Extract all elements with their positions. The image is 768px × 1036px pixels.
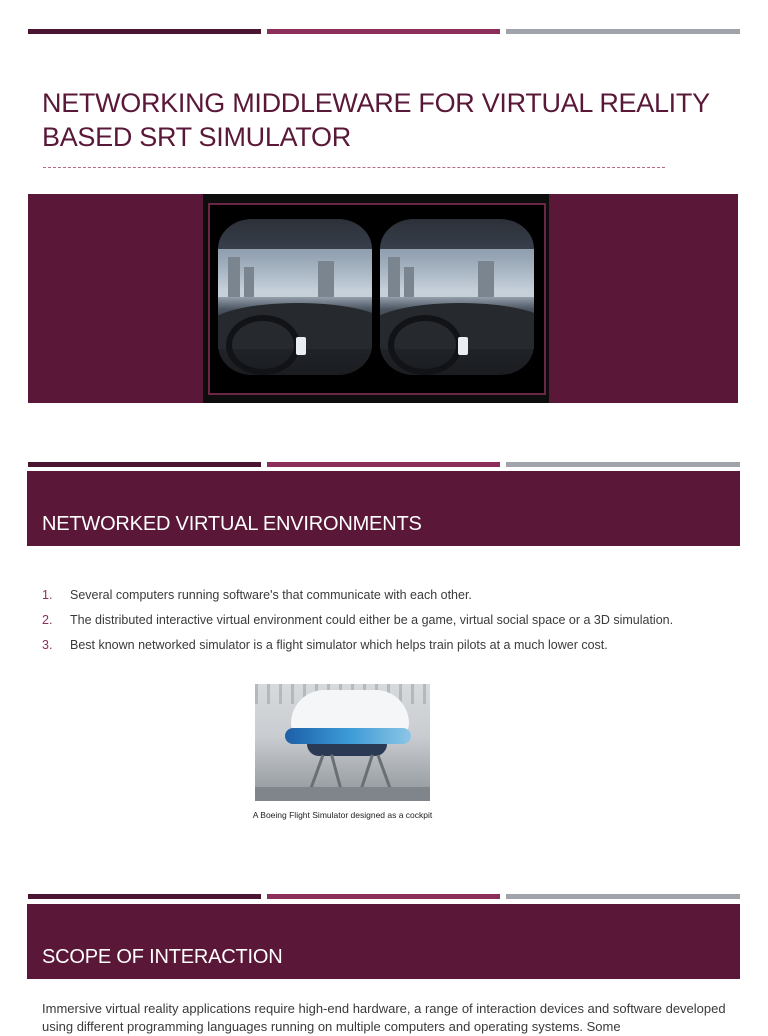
hero-banner: [28, 194, 738, 403]
list-number: 1.: [42, 588, 53, 602]
section-accent-bars: [28, 462, 740, 467]
figure-caption: A Boeing Flight Simulator designed as a cockpit: [252, 810, 433, 820]
slide-title: NETWORKING MIDDLEWARE FOR VIRTUAL REALITY BASED SRT SIMULATOR: [42, 88, 710, 152]
list-item: [42, 588, 742, 613]
list-number: 3.: [42, 638, 53, 652]
list-text: The distributed interactive virtual environment could either be a game, virtual social space or a 3D simulation.: [70, 613, 674, 627]
section-header-scope: [27, 904, 740, 979]
vr-image-frame: [208, 203, 546, 395]
left-lens-view: [218, 219, 372, 375]
section-heading: NETWORKED VIRTUAL ENVIRONMENTS: [42, 513, 422, 535]
accent-bar-grey: [506, 29, 740, 34]
list-item: [42, 638, 742, 663]
section-header-networked: [27, 471, 740, 546]
list-text: Best known networked simulator is a flight simulator which helps train pilots at a much lower cost.: [70, 638, 608, 652]
title-divider: [43, 167, 665, 168]
accent-bar-grey: [506, 894, 740, 899]
accent-bar-dark: [28, 29, 261, 34]
vr-headset-image: [203, 194, 549, 403]
accent-bar-magenta: [267, 894, 500, 899]
accent-bar-magenta: [267, 462, 500, 467]
body-paragraph: Immersive virtual reality applications require high-end hardware, a range of interaction devices and software developed using different programming languages running on multiple computers and operating systems. Some: [42, 1001, 726, 1034]
list-text: Several computers running software's that communicate with each other.: [70, 588, 472, 602]
list-number: 2.: [42, 613, 53, 627]
list-item: [42, 613, 742, 638]
flight-simulator-photo: [255, 684, 430, 801]
section-heading: SCOPE OF INTERACTION: [42, 946, 283, 968]
top-accent-bars: [28, 29, 740, 34]
accent-bar-grey: [506, 462, 740, 467]
section-accent-bars: [28, 894, 740, 899]
right-lens-view: [380, 219, 534, 375]
accent-bar-dark: [28, 462, 261, 467]
accent-bar-magenta: [267, 29, 500, 34]
accent-bar-dark: [28, 894, 261, 899]
numbered-list: [42, 588, 742, 663]
